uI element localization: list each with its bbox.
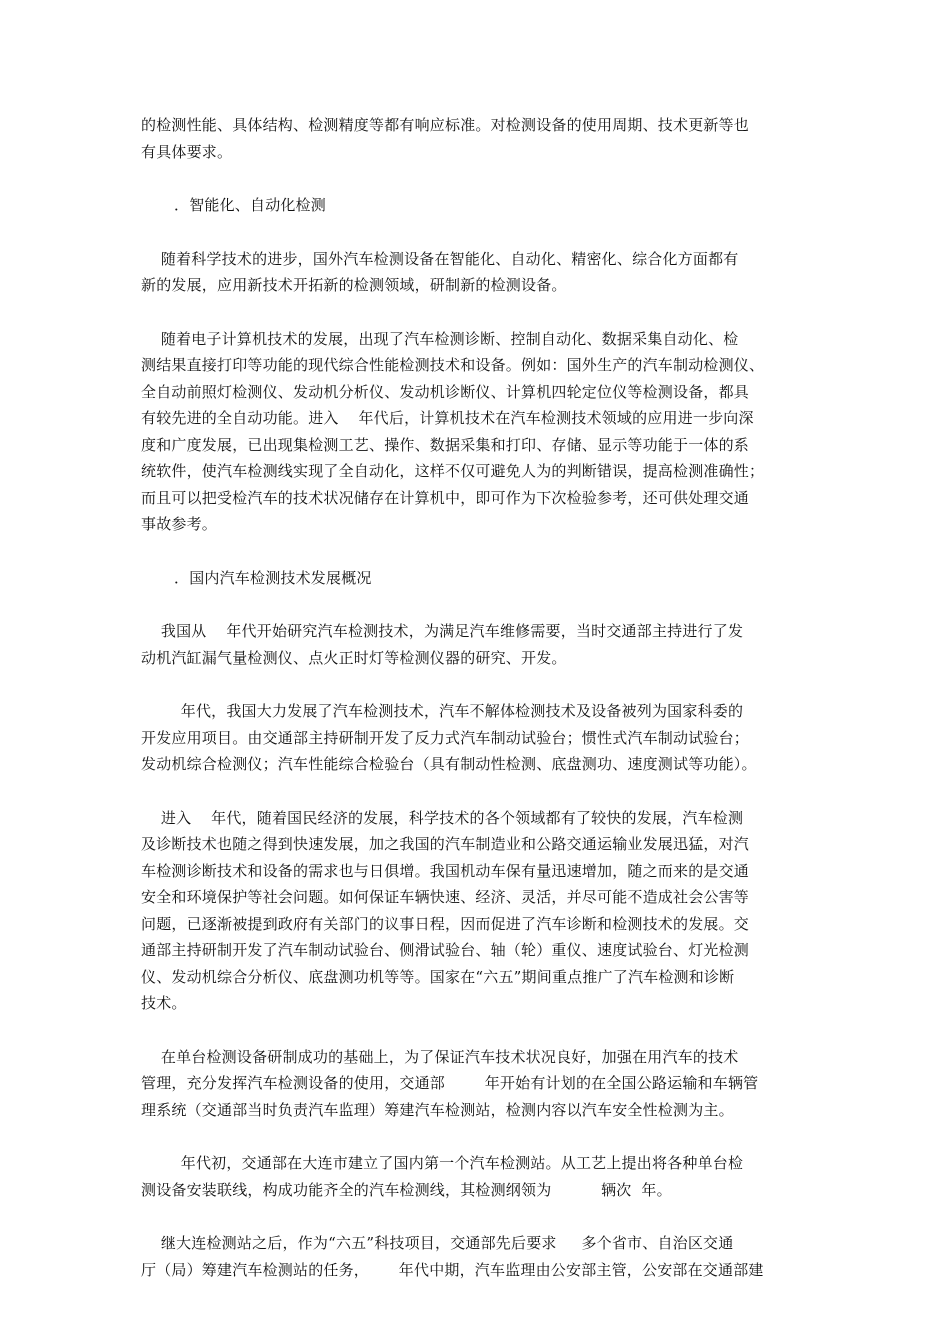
heading-text: ．国内汽车检测技术发展概况 [174,568,372,587]
text-line: 有较先进的全自动功能。进入 年代后，计算机技术在汽车检测技术领域的应用进一步向深 [141,409,754,427]
text-line: 而且可以把受检汽车的技术状况储存在计算机中，即可作为下次检验参考，还可供处理交通 [141,488,750,507]
paragraph-after-dalian [141,1230,813,1283]
paragraph-spacer [141,299,813,326]
paragraph-testing-stations [141,1044,813,1124]
paragraph-spacer [141,1123,813,1150]
text-line: 在单台检测设备研制成功的基础上，为了保证汽车技术状况良好，加强在用汽车的技术 [141,1047,739,1066]
paragraph-foreign-equipment-development [141,246,813,299]
text-line: 仪、发动机综合分析仪、底盘测功机等等。国家在“六五”期间重点推广了汽车检测和诊断 [141,967,735,986]
text-line: 开发应用项目。由交通部主持研制开发了反力式汽车制动试验台；惯性式汽车制动试验台； [141,728,750,747]
text-line: 继大连检测站之后，作为“六五”科技项目，交通部先后要求 多个省市、自治区交通 [141,1234,734,1252]
paragraph-spacer [141,1017,813,1044]
text-line: 事故参考。 [141,515,218,533]
paragraph-spacer [141,1203,813,1230]
paragraph-spacer [141,538,813,565]
text-line: 车检测诊断技术和设备的需求也与日俱增。我国机动车保有量迅速增加，随之而来的是交通 [141,861,750,880]
heading-text: ．智能化、自动化检测 [174,196,327,214]
text-line: 我国从 年代开始研究汽车检测技术，为满足汽车维修需要，当时交通部主持进行了发 [141,622,744,640]
text-line: 通部主持研制开发了汽车制动试验台、侧滑试验台、轴（轮）重仪、速度试验台、灯光检测 [141,941,750,959]
text-line: 年代，我国大力发展了汽车检测技术，汽车不解体检测技术及设备被列为国家科委的 [141,702,744,720]
section-heading-intelligent-automatic-testing [141,192,813,219]
text-line: 全自动前照灯检测仪、发动机分析仪、发动机诊断仪、计算机四轮定位仪等检测设备，都具 [141,382,750,401]
text-line: 厅（局）筹建汽车检测站的任务， 年代中期，汽车监理由公安部主管，公安部在交通部建 [141,1260,764,1279]
text-line: 新的发展，应用新技术开拓新的检测领域，研制新的检测设备。 [141,276,567,294]
paragraph-dalian-station [141,1150,813,1203]
text-line: 测设备安装联线，构成功能齐全的汽车检测线，其检测纲领为 辆次 年。 [141,1180,672,1199]
text-line: 问题，已逐渐被提到政府有关部门的议事日程，因而促进了汽车诊断和检测技术的发展。交 [141,914,750,933]
section-heading-domestic-development [141,565,813,592]
text-line: 发动机综合检测仪；汽车性能综合检验台（具有制动性检测、底盘测功、速度测试等功能）。 [141,755,757,773]
text-line: 的检测性能、具体结构、检测精度等都有响应标准。对检测设备的使用周期、技术更新等也 [141,116,750,134]
document-page [141,112,813,1283]
text-line: 及诊断技术也随之得到快速发展，加之我国的汽车制造业和公路交通运输业发展迅猛，对汽 [141,835,750,853]
text-line: 随着科学技术的进步，国外汽车检测设备在智能化、自动化、精密化、综合化方面都有 [141,249,739,268]
text-line: 管理，充分发挥汽车检测设备的使用，交通部 年开始有计划的在全国公路运输和车辆管 [141,1074,759,1092]
paragraph-rapid-development [141,805,813,1017]
text-line: 有具体要求。 [141,142,233,161]
text-line: 测结果直接打印等功能的现代综合性能检测技术和设备。例如：国外生产的汽车制动检测仪、 [141,356,765,374]
text-line: 统软件，使汽车检测线实现了全自动化，这样不仅可避免人为的判断错误，提高检测准确性； [141,462,765,480]
text-line: 年代初，交通部在大连市建立了国内第一个汽车检测站。从工艺上提出将各种单台检 [141,1154,744,1172]
paragraph-computer-technology [141,326,813,538]
text-line: 随着电子计算机技术的发展，出现了汽车检测诊断、控制自动化、数据采集自动化、检 [141,329,739,348]
text-line: 度和广度发展，已出现集检测工艺、操作、数据采集和打印、存储、显示等功能于一体的系 [141,435,750,454]
paragraph-equipment-standards [141,112,813,165]
text-line: 安全和环境保护等社会问题。如何保证车辆快速、经济、灵活，并尽可能不造成社会公害等 [141,888,750,906]
paragraph-spacer [141,165,813,192]
paragraph-early-research [141,618,813,671]
paragraph-spacer [141,778,813,805]
text-line: 理系统（交通部当时负责汽车监理）筹建汽车检测站，检测内容以汽车安全性检测为主。 [141,1100,734,1119]
paragraph-spacer [141,219,813,246]
text-line: 动机汽缸漏气量检测仪、点火正时灯等检测仪器的研究、开发。 [141,648,567,667]
text-line: 进入 年代，随着国民经济的发展，科学技术的各个领域都有了较快的发展，汽车检测 [141,808,744,827]
paragraph-spacer [141,671,813,698]
paragraph-national-development [141,698,813,778]
paragraph-spacer [141,591,813,618]
text-line: 技术。 [141,994,187,1012]
